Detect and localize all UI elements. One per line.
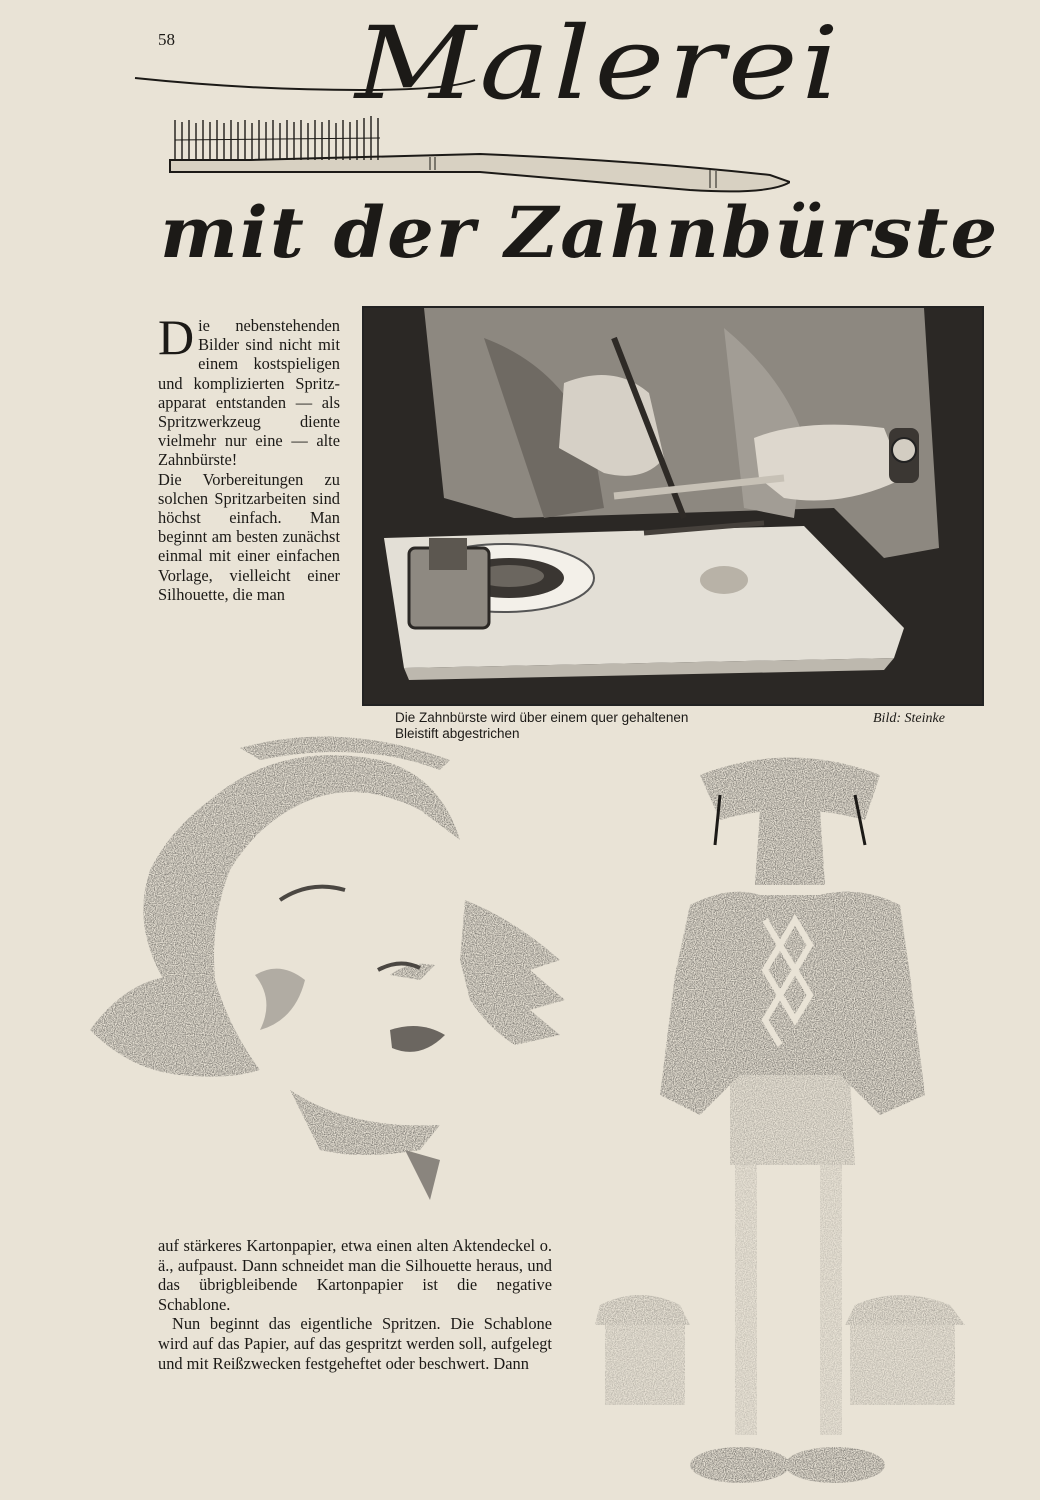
intro-column	[158, 309, 340, 604]
intro-paragraph-1-text: ie nebenstehenden Bilder sind nicht mit einem kostspieligen und komplizierten Spritzapparat entstanden — als Spritzwerkzeug diente vielmehr nur eine — alte Zahnbürste!	[158, 316, 340, 470]
photo-credit: Bild: Steinke	[873, 711, 945, 726]
body-paragraph-2: Nun beginnt das eigentliche Spritzen. Die Schablone wird auf das Papier, auf das gespritzt werden soll, aufgelegt und mit Reißzwecken festgeheftet oder beschwert. Dann	[158, 1314, 552, 1373]
page-number: 58	[158, 30, 175, 49]
spray-art-soldier-figure	[580, 745, 1000, 1490]
photo-caption: Die Zahnbürste wird über einem quer gehaltenen Bleistift abgestrichen	[395, 710, 689, 741]
drop-cap: D	[158, 309, 195, 365]
photo-scene	[364, 308, 982, 704]
headline-title: Malerei	[355, 5, 843, 122]
headline-subtitle: mit der Zahnbürste	[160, 191, 1000, 274]
intro-paragraph-1	[158, 309, 340, 470]
body-column	[158, 1236, 552, 1373]
photograph	[362, 306, 984, 706]
body-paragraph-1: auf stärkeres Kartonpapier, etwa einen alten Aktendeckel o. ä., aufpaust. Dann schneidet man die Silhouette heraus, und das übrigbleibende Kartonpapier ist die negative Schablone.	[158, 1236, 552, 1314]
intro-paragraph-2: Die Vorbereitungen zu solchen Spritzarbeiten sind höchst einfach. Man beginnt am besten zunächst einmal mit einer einfachen Vorlage, vielleicht einer Silhouette, die man	[158, 469, 340, 604]
spray-art-woman-portrait	[60, 730, 600, 1210]
